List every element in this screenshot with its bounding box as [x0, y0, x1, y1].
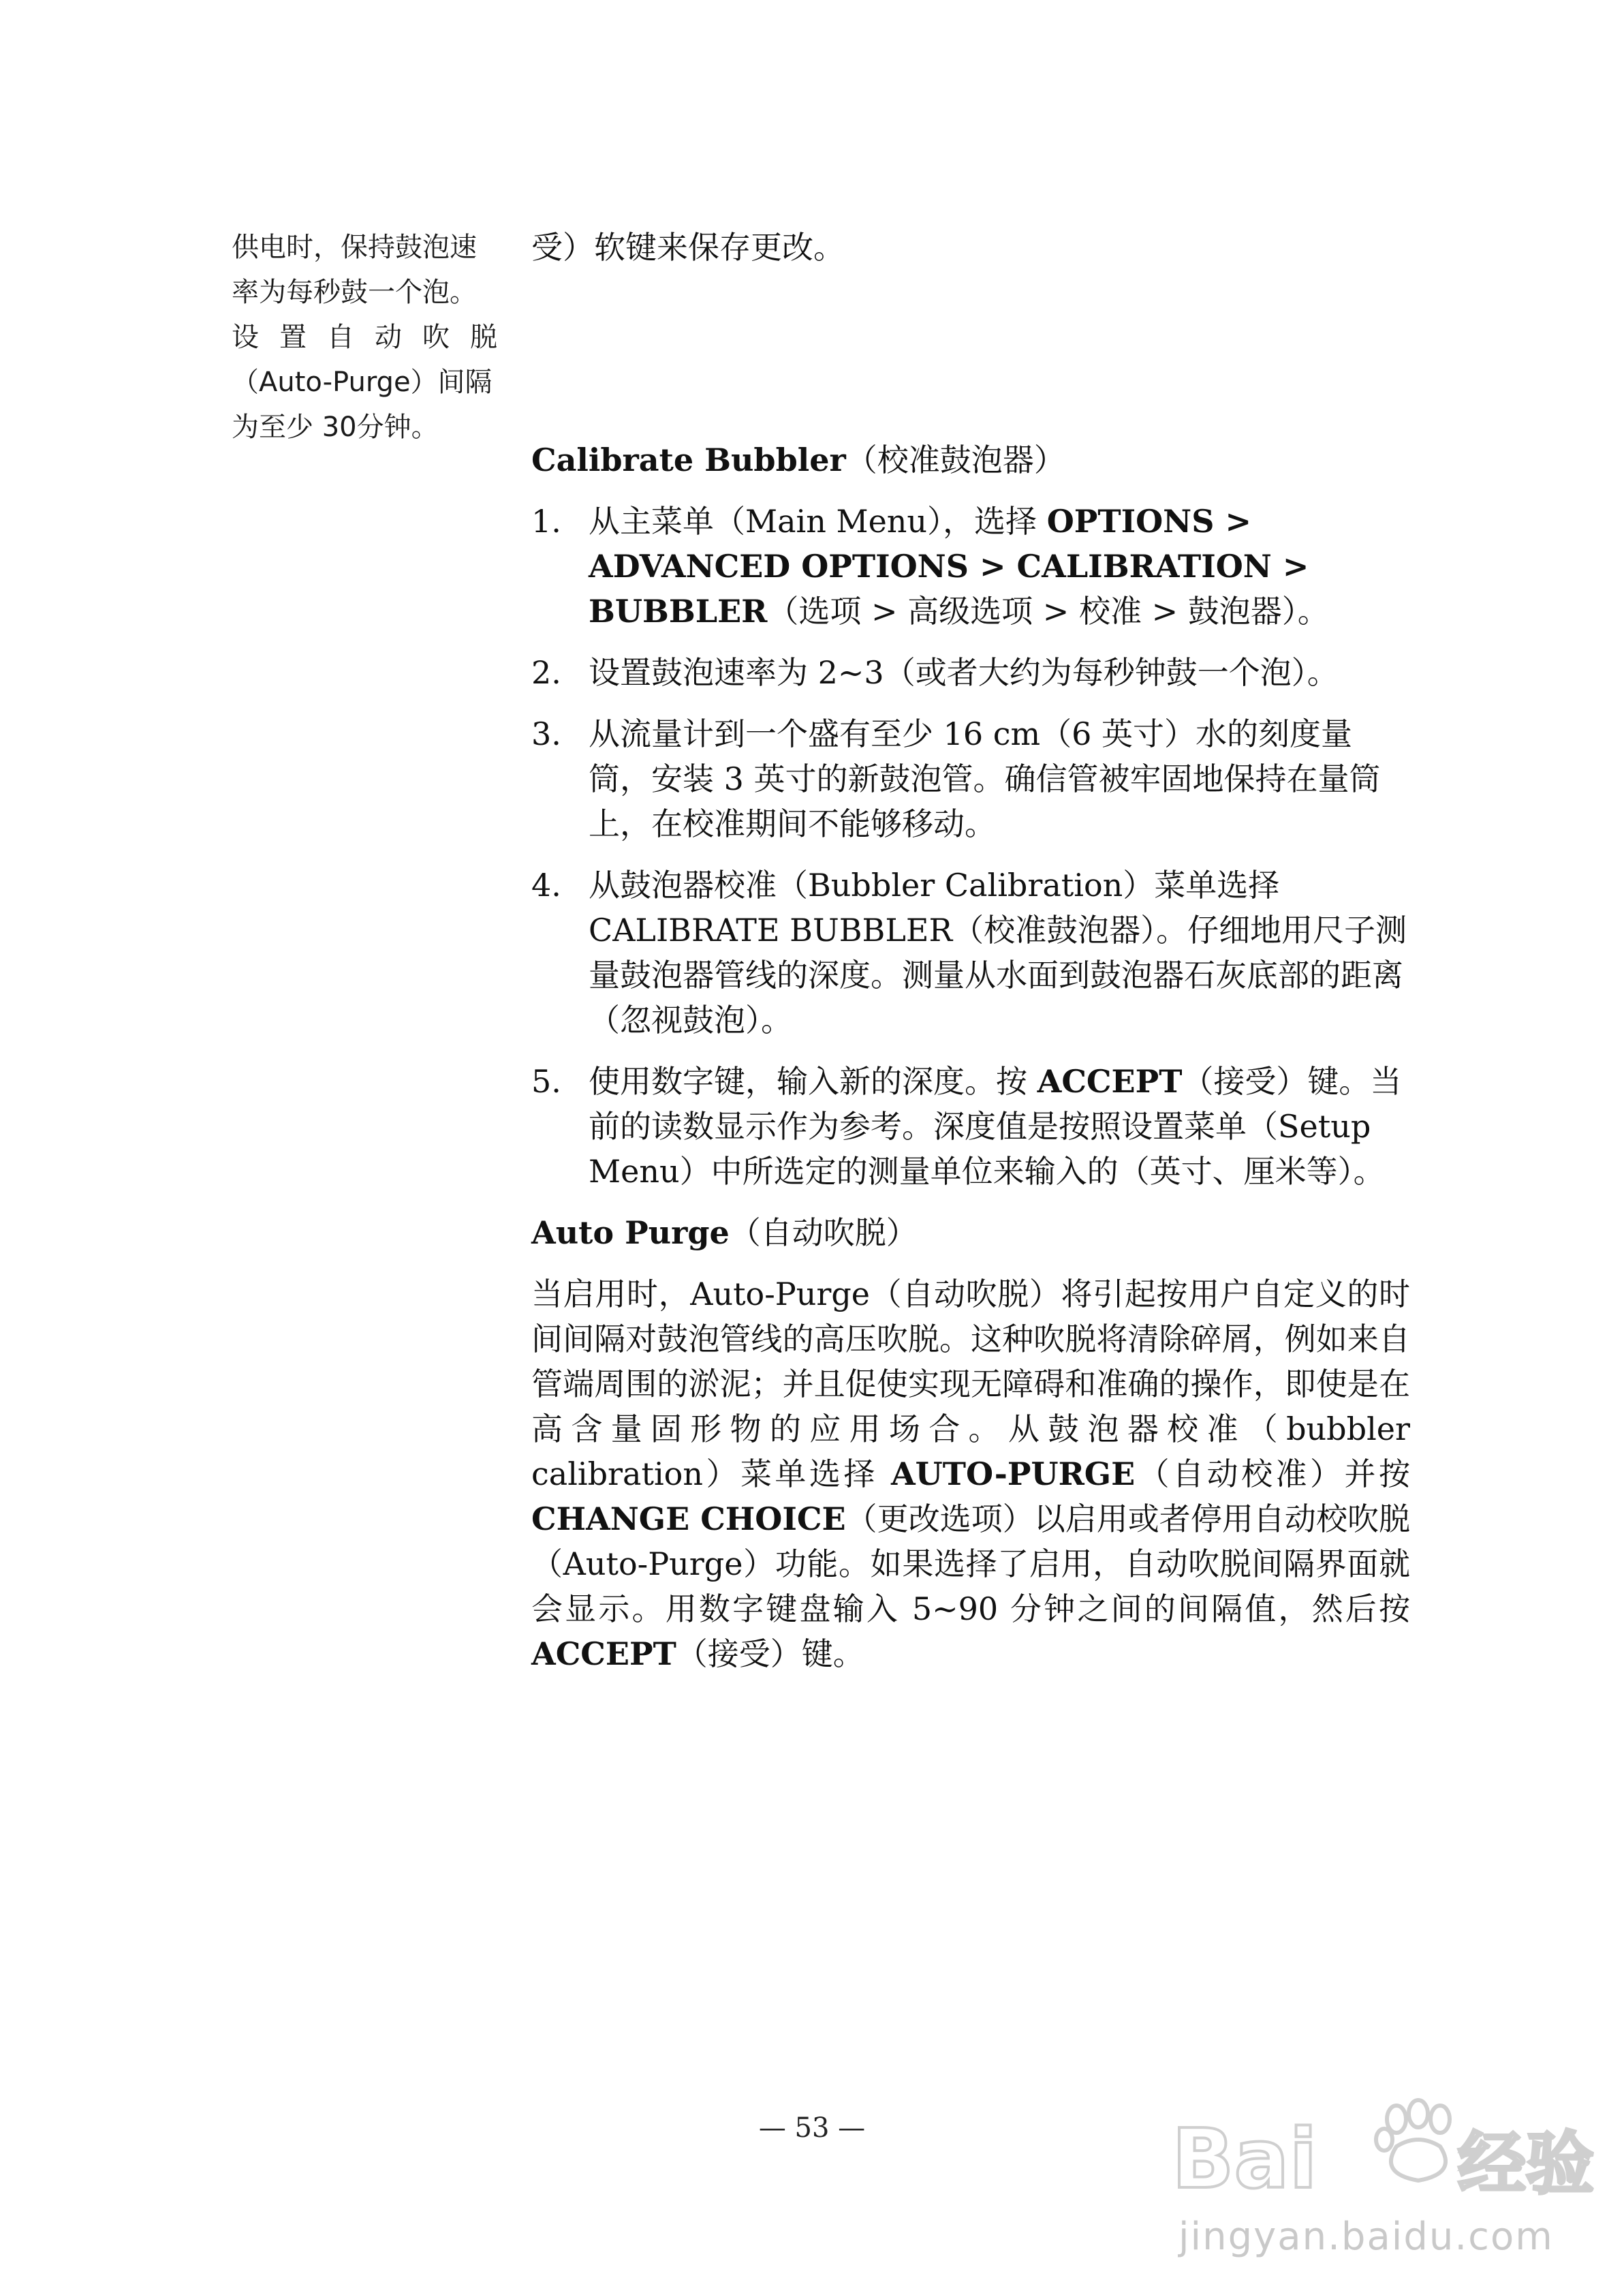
section-title-cn: （校准鼓泡器） [845, 442, 1065, 478]
step-number: 4. [531, 867, 561, 904]
step-text [589, 1059, 1410, 1194]
step-text [589, 711, 1410, 846]
baidu-jingyan-watermark [1124, 2078, 1614, 2283]
bold-text: CHANGE CHOICE [531, 1500, 846, 1537]
bold-text: ACCEPT [1037, 1063, 1183, 1100]
svg-text:经验: 经验 [1458, 2124, 1594, 2204]
bold-text: AUTO-PURGE [890, 1455, 1136, 1492]
step-item [531, 711, 1410, 846]
side-note-line: 设置自动吹脱 [232, 322, 518, 353]
svg-text:Bai: Bai [1172, 2112, 1317, 2207]
step-item [531, 1059, 1410, 1194]
watermark-url: jingyan.baidu.com [1178, 2215, 1554, 2259]
side-note-line: （Auto-Purge）间隔 [232, 367, 493, 398]
side-note [232, 225, 518, 450]
main-column [531, 225, 1410, 1708]
step-item [531, 499, 1410, 634]
section-title: Calibrate Bubbler [531, 442, 846, 478]
side-note-line: 为至少 30分钟。 [232, 412, 439, 443]
text-run: （选项 > 高级选项 > 校准 > 鼓泡器）。 [767, 593, 1329, 630]
side-note-line: 率为每秒鼓一个泡。 [232, 277, 477, 308]
auto-purge-paragraph [531, 1272, 1410, 1676]
text-run: （自动校准）并按 [1135, 1455, 1410, 1492]
text-run: 设置鼓泡速率为 2~3（或者大约为每秒钟鼓一个泡）。 [589, 654, 1339, 691]
continuation-text: 受）软键来保存更改。 [531, 229, 845, 266]
section-title: Auto Purge [531, 1214, 730, 1251]
section-title-cn: （自动吹脱） [729, 1214, 918, 1251]
bold-text: ACCEPT [531, 1635, 676, 1672]
step-number: 2. [531, 654, 561, 691]
text-run: 从鼓泡器校准（Bubbler Calibration）菜单选择 CALIBRATE BUBBLER（校准鼓泡器）。仔细地用尺子测量鼓泡器管线的深度。测量从水面到鼓泡器石灰底部的距离（忽视鼓泡）。 [589, 867, 1407, 1038]
step-text [589, 650, 1410, 695]
calibration-steps [531, 499, 1410, 1194]
text-run: （接受）键。 [676, 1635, 864, 1672]
baidu-jingyan-logo [1172, 2092, 1608, 2208]
bold-text: OPTIONS > ADVANCED OPTIONS > CALIBRATION > BUBBLER [589, 503, 1309, 630]
text-run: （接受）键。当前的读数显示作为参考。深度值是按照设置菜单（Setup Menu）中所选定的测量单位来输入的（英寸、厘米等）。 [589, 1063, 1402, 1190]
step-number: 5. [531, 1063, 561, 1100]
step-text [589, 863, 1410, 1043]
text-run: （更改选项）以启用或者停用自动校吹脱（Auto-Purge）功能。如果选择了启用，自动吹脱间隔界面就会显示。用数字键盘输入 5~90 分钟之间的间隔值，然后按 [531, 1500, 1410, 1627]
step-text [589, 499, 1410, 634]
step-item [531, 863, 1410, 1043]
text-run: 当启用时，Auto-Purge（自动吹脱）将引起按用户自定义的时间间隔对鼓泡管线的高压吹脱。这种吹脱将清除碎屑，例如来自管端周围的淤泥；并且促使实现无障碍和准确的操作，即使是在高含量固形物的应用场合。从鼓泡器校准（bubbler calibration）菜单选择 [531, 1276, 1410, 1492]
page-number: — 53 — [758, 2112, 866, 2144]
section-heading-auto-purge [531, 1210, 1410, 1255]
step-number: 3. [531, 715, 561, 752]
section-heading-calibrate-bubbler [531, 437, 1410, 482]
step-item [531, 650, 1410, 695]
step-number: 1. [531, 503, 561, 540]
text-run: 从主菜单（Main Menu），选择 [589, 503, 1047, 540]
side-note-line: 供电时，保持鼓泡速 [232, 232, 477, 263]
text-run: 使用数字键，输入新的深度。按 [589, 1063, 1037, 1100]
text-run: 从流量计到一个盛有至少 16 cm（6 英寸）水的刻度量筒，安装 3 英寸的新鼓泡管。确信管被牢固地保持在量筒上，在校准期间不能够移动。 [589, 715, 1381, 842]
